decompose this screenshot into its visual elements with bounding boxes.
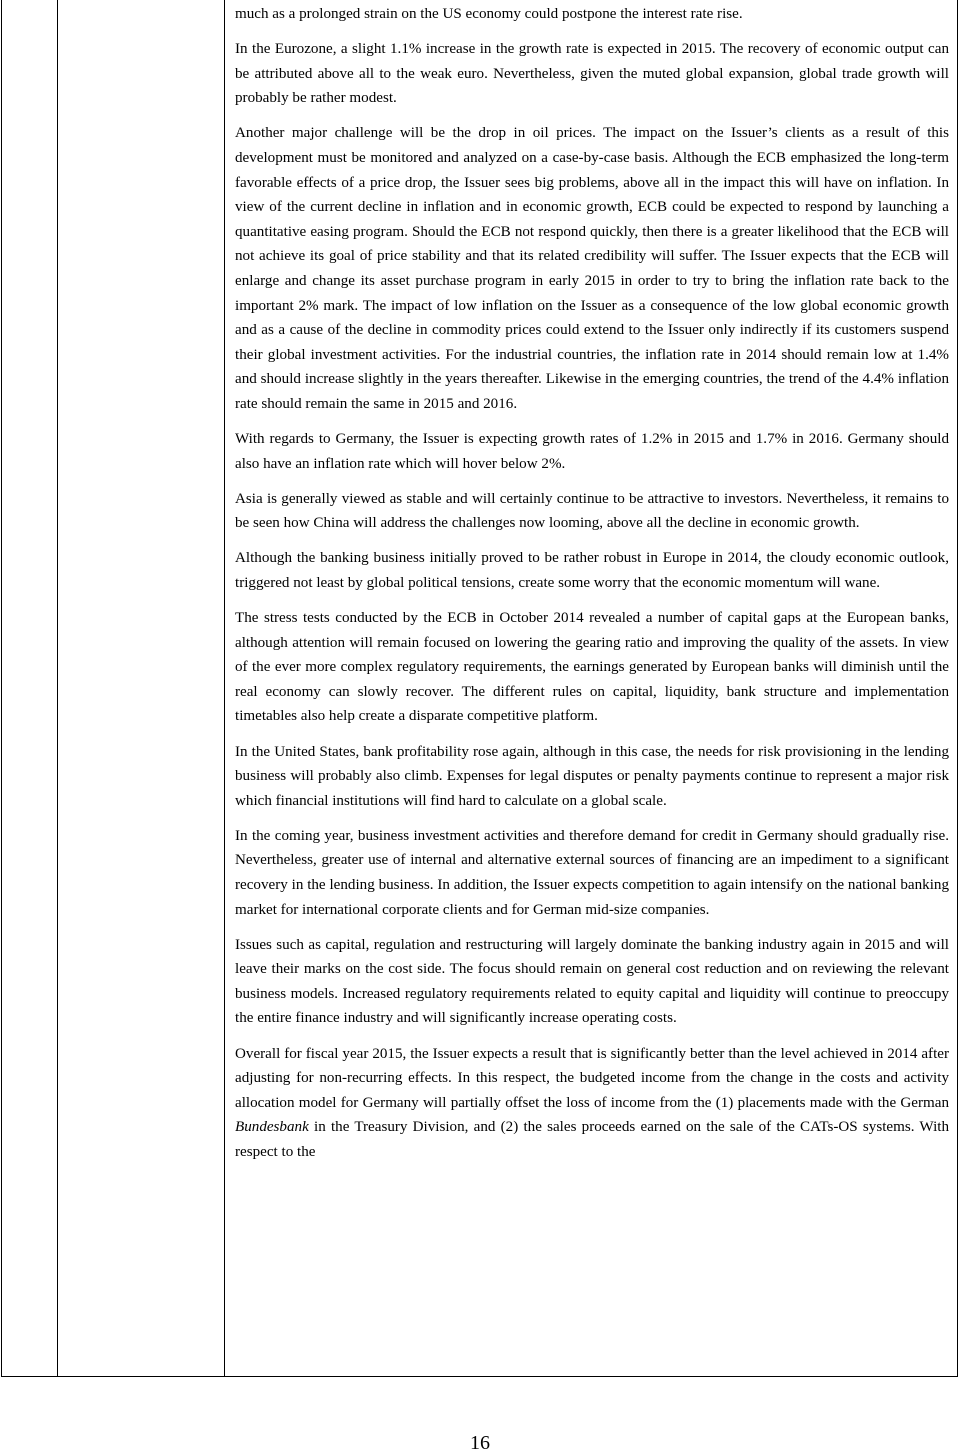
paragraph-asia: Asia is generally viewed as stable and will certainly continue to be attractive to investors. Nevertheless, it remains to be seen how China will address the challenges now looming, above all the decline in economic growth. bbox=[235, 490, 949, 532]
table-column-content bbox=[235, 0, 949, 1376]
paragraph-capital-regulation: Issues such as capital, regulation and restructuring will largely dominate the banking industry again in 2015 and will leave their marks on the cost side. The focus should remain on general cost reduction and on reviewing the relevant business models. Increased regulatory requirements related to equity capital and liquidity will continue to preoccupy the entire finance industry and will significantly increase operating costs. bbox=[235, 936, 949, 1027]
paragraph-united-states: In the United States, bank profitability rose again, although in this case, the needs for risk provisioning in the lending business will probably also climb. Expenses for legal disputes or penalty payments continue to represent a major risk which financial institutions will find hard to calculate on a global scale. bbox=[235, 743, 949, 809]
page-number: 16 bbox=[470, 1432, 490, 1454]
paragraph-stress-tests: The stress tests conducted by the ECB in October 2014 revealed a number of capital gaps at the European banks, although attention will remain focused on lowering the gearing ratio and improving the quality of the assets. In view of the ever more complex regulatory requirements, the earnings generated by European banks will diminish until the real economy can slowly recover. The different rules on capital, liquidity, bank structure and implementation timetables also help create a disparate competitive platform. bbox=[235, 610, 949, 725]
paragraph-fiscal-text-end: in the Treasury Division, and (2) the sales proceeds earned on the sale of the CATs-OS systems. With respect to the bbox=[235, 1119, 949, 1160]
paragraph-banking-europe: Although the banking business initially proved to be rather robust in Europe in 2014, the cloudy economic outlook, triggered not least by global political tensions, create some worry that the economic momentum will wane. bbox=[235, 550, 949, 591]
table-column-number bbox=[2, 0, 58, 1376]
paragraph-investment-germany: In the coming year, business investment activities and therefore demand for credit in Germany should gradually rise. Nevertheless, greater use of internal and alternative external sources of financing are an impediment to a significant recovery in the lending business. In addition, the Issuer expects competition to again intensify on the national banking market for international corporate clients and for German mid-size companies. bbox=[235, 827, 949, 918]
paragraph-us-economy: much as a prolonged strain on the US economy could postpone the interest rate rise. bbox=[235, 6, 743, 22]
paragraph-oil-prices: Another major challenge will be the drop in oil prices. The impact on the Issuer’s clients as a result of this development must be monitored and analyzed on a case-by-case basis. Although the ECB emphasized the long-term favorable effects of a price drop, the Issuer sees big problems, above all in the impact this will have on inflation. In view of the current decline in inflation and in economic growth, ECB could be expected to respond by launching a quantitative easing program. Should the ECB not respond quickly, then there is a greater likelihood that the ECB will not achieve its goal of price stability and that its related credibility will suffer. The Issuer expects that the ECB will enlarge and change its asset purchase program in early 2015 in order to try to bring the inflation rate back to the important 2% mark. The impact of low inflation on the Issuer as a consequence of the low global economic growth and as a cause of the decline in commodity prices could extend to the Issuer only indirectly if its customers suspend their global investment activities. For the industrial countries, the inflation rate in 2014 should remain low at 1.4% and should increase slightly in the years thereafter. Likewise in the emerging countries, the trend of the 4.4% inflation rate should remain the same in 2015 and 2016. bbox=[235, 125, 949, 412]
table-column-heading bbox=[58, 0, 225, 1376]
paragraph-germany: With regards to Germany, the Issuer is expecting growth rates of 1.2% in 2015 and 1.7% in 2016. Germany should also have an inflation rate which will hover below 2%. bbox=[235, 431, 949, 472]
paragraph-fiscal-italic-term: Bundesbank bbox=[235, 1119, 309, 1136]
paragraph-fiscal-year-2015 bbox=[235, 1042, 949, 1165]
document-table bbox=[1, 0, 958, 1377]
paragraph-eurozone: In the Eurozone, a slight 1.1% increase in the growth rate is expected in 2015. The recovery of economic output can be attributed above all to the weak euro. Nevertheless, given the muted global expansion, global trade growth will probably be rather modest. bbox=[235, 41, 949, 107]
paragraph-fiscal-text-start: Overall for fiscal year 2015, the Issuer expects a result that is significantly better than the level achieved in 2014 after adjusting for non-recurring effects. In this respect, the budgeted income from the change in the costs and activity allocation model for Germany will partially offset the loss of income from the (1) placements made with the German bbox=[235, 1045, 949, 1111]
